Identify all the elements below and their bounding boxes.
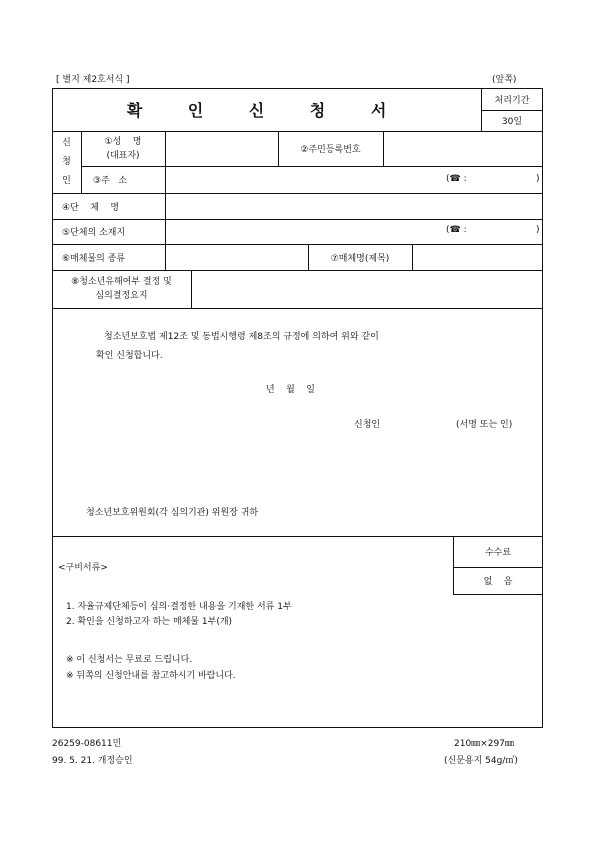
form-title: 확 인 신 청 서 — [126, 101, 407, 120]
media-type-field[interactable] — [166, 245, 308, 270]
org-location-label: ⑤단체의 소재지 — [62, 228, 126, 238]
attachments-heading: <구비서류> — [58, 563, 108, 573]
address-field[interactable] — [166, 167, 542, 193]
org-name-label: ④단 체 명 — [62, 202, 120, 213]
org-name-field[interactable] — [166, 194, 542, 219]
org-phone-label: (☎ : — [446, 225, 467, 235]
media-title-label: ⑦매체명(제목) — [330, 253, 390, 264]
form-reference: [ 별지 제2호서식 ] — [56, 75, 130, 85]
decision-label: ⑧청소년유해여부 결정 및 심의결정요지 — [71, 277, 172, 301]
org-location-field[interactable] — [166, 220, 542, 244]
page-side-label: (앞쪽) — [492, 75, 517, 85]
note-item: ※ 이 신청서는 무료로 드립니다. — [66, 655, 193, 665]
address-label: ③주 소 — [93, 176, 128, 186]
name-field[interactable] — [166, 132, 278, 166]
addressee: 청소년보호위원회(각 심의기관) 위원장 귀하 — [86, 508, 259, 518]
attachment-item: 2. 확인을 신청하고자 하는 매체물 1부(개) — [66, 617, 233, 627]
application-date: 년 월 일 — [266, 385, 315, 395]
media-type-label: ⑥매체물의 종류 — [62, 253, 126, 264]
attachment-item: 1. 자율규제단체등이 심의·결정한 내용을 기재한 서류 1부 — [66, 602, 292, 612]
rrn-label: ②주민등록번호 — [300, 145, 361, 155]
decision-field[interactable] — [192, 271, 542, 308]
fee-label: 수수료 — [484, 548, 512, 558]
approval-date: 99. 5. 21. 개정승인 — [52, 756, 133, 766]
form-code: 26259-08611민 — [52, 739, 122, 749]
paper-size: 210㎜×297㎜ — [454, 739, 514, 749]
signature-hint: (서명 또는 인) — [456, 420, 513, 430]
note-item: ※ 뒤쪽의 신청안내를 참고하시기 바랍니다. — [66, 671, 236, 681]
applicant-signature-label: 신청인 — [354, 420, 381, 430]
processing-period-value: 30일 — [501, 117, 523, 127]
org-phone-close: ) — [536, 225, 540, 235]
statement-line-2: 확인 신청합니다. — [96, 351, 163, 361]
rrn-field[interactable] — [384, 132, 542, 166]
applicant-group-label: 신 청 인 — [62, 137, 71, 186]
processing-period-label: 처리기간 — [494, 95, 530, 106]
address-phone-close: ) — [536, 174, 540, 184]
media-title-field[interactable] — [413, 245, 542, 270]
address-phone-label: (☎ : — [446, 174, 467, 184]
name-label: ①성 명 (대표자) — [104, 136, 142, 161]
statement-line-1: 청소년보호법 제12조 및 동법시행령 제8조의 규정에 의하여 위와 같이 — [104, 332, 379, 342]
fee-value: 없 음 — [483, 577, 513, 587]
paper-type: (신문용지 54g/㎡) — [444, 756, 518, 766]
